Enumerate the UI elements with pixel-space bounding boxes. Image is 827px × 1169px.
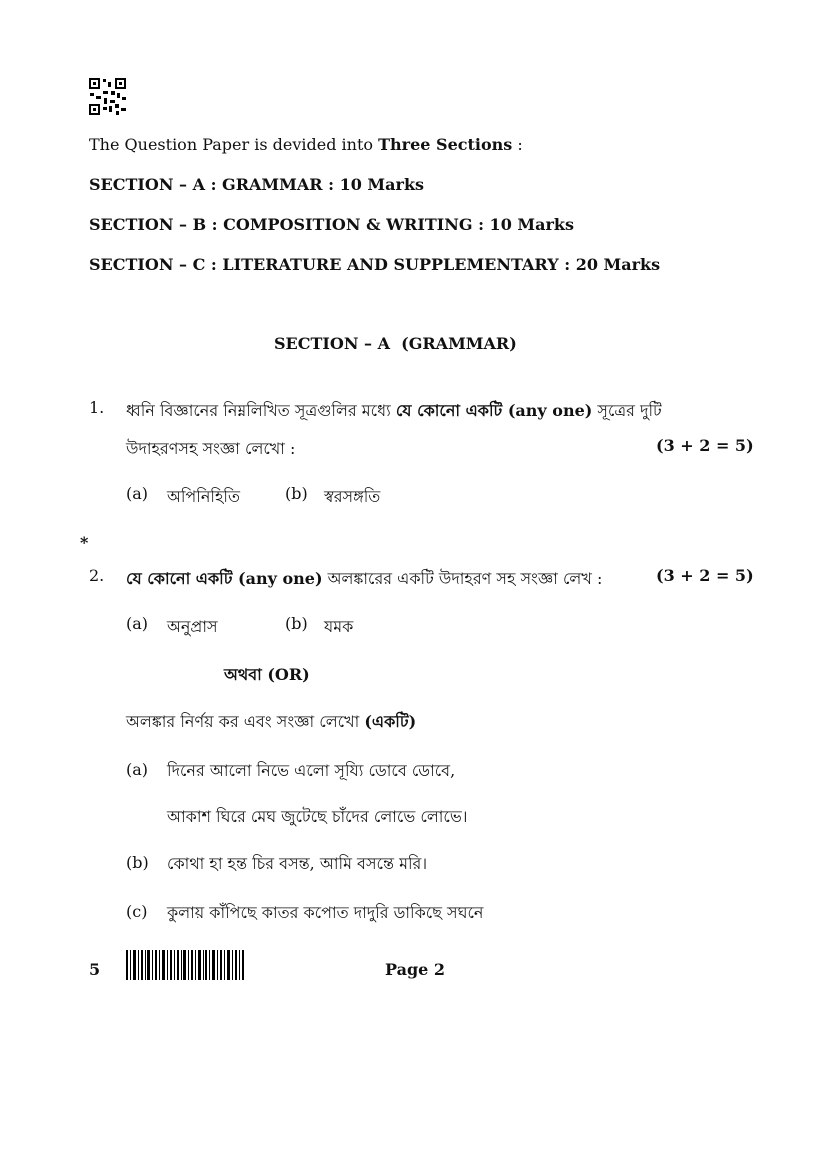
- section-a-summary: SECTION – A : GRAMMAR : 10 Marks: [89, 175, 425, 194]
- q2-alt-a-line1: দিনের আলো নিভে এলো সূয্যি ডোবে ডোবে,: [167, 761, 456, 780]
- q2-alt-c-line: কুলায় কাঁপিছে কাতর কপোত দাদুরি ডাকিছে সঘনে: [167, 903, 484, 922]
- section-b-summary: SECTION – B : COMPOSITION & WRITING : 10 Marks: [89, 215, 574, 234]
- q2-alt-instruction: অলঙ্কার নির্ণয় কর এবং সংজ্ঞা লেখো (একটি): [126, 712, 417, 731]
- q2-number: 2.: [89, 566, 105, 585]
- section-c-summary: SECTION – C : LITERATURE AND SUPPLEMENTARY : 20 Marks: [89, 255, 661, 274]
- or-divider: অথবা (OR): [224, 665, 310, 684]
- q1-number: 1.: [89, 398, 105, 417]
- q1-option-a: অপিনিহিতি: [167, 487, 240, 506]
- qr-code: [89, 78, 126, 115]
- q2-text: যে কোনো একটি (any one) অলঙ্কারের একটি উদাহরণ সহ সংজ্ঞা লেখ :: [126, 569, 603, 588]
- footer-code: 5: [89, 960, 101, 979]
- q1-option-b: স্বরসঙ্গতি: [324, 487, 381, 506]
- q1-text-line2: উদাহরণসহ সংজ্ঞা লেখো :: [126, 439, 296, 458]
- q1-text-line1: ধ্বনি বিজ্ঞানের নিম্নলিখিত সূত্রগুলির মধ্যে যে কোনো একটি (any one) সূত্রের দুটি: [126, 401, 662, 420]
- q2-marks: (3 + 2 = 5): [656, 566, 754, 585]
- q2-alt-b-label: (b): [126, 853, 149, 872]
- q2-option-b-label: (b): [285, 614, 308, 633]
- barcode: [126, 950, 244, 980]
- q2-alt-c-label: (c): [126, 902, 148, 921]
- q2-option-b: যমক: [324, 617, 354, 636]
- section-a-heading: SECTION – A (GRAMMAR): [274, 334, 517, 353]
- intro-text: The Question Paper is devided into Three Sections :: [89, 135, 523, 154]
- q2-option-a-label: (a): [126, 614, 149, 633]
- q2-alt-a-line2: আকাশ ঘিরে মেঘ জুটেছে চাঁদের লোভে লোভে।: [167, 807, 468, 826]
- star-mark: *: [80, 533, 89, 552]
- q2-alt-b-line: কোথা হা হন্ত চির বসন্ত, আমি বসন্তে মরি।: [167, 854, 428, 873]
- q2-option-a: অনুপ্রাস: [167, 617, 218, 636]
- q1-option-b-label: (b): [285, 484, 308, 503]
- q2-alt-a-label: (a): [126, 760, 149, 779]
- page-number: Page 2: [385, 960, 446, 979]
- q1-option-a-label: (a): [126, 484, 149, 503]
- q1-marks: (3 + 2 = 5): [656, 436, 754, 455]
